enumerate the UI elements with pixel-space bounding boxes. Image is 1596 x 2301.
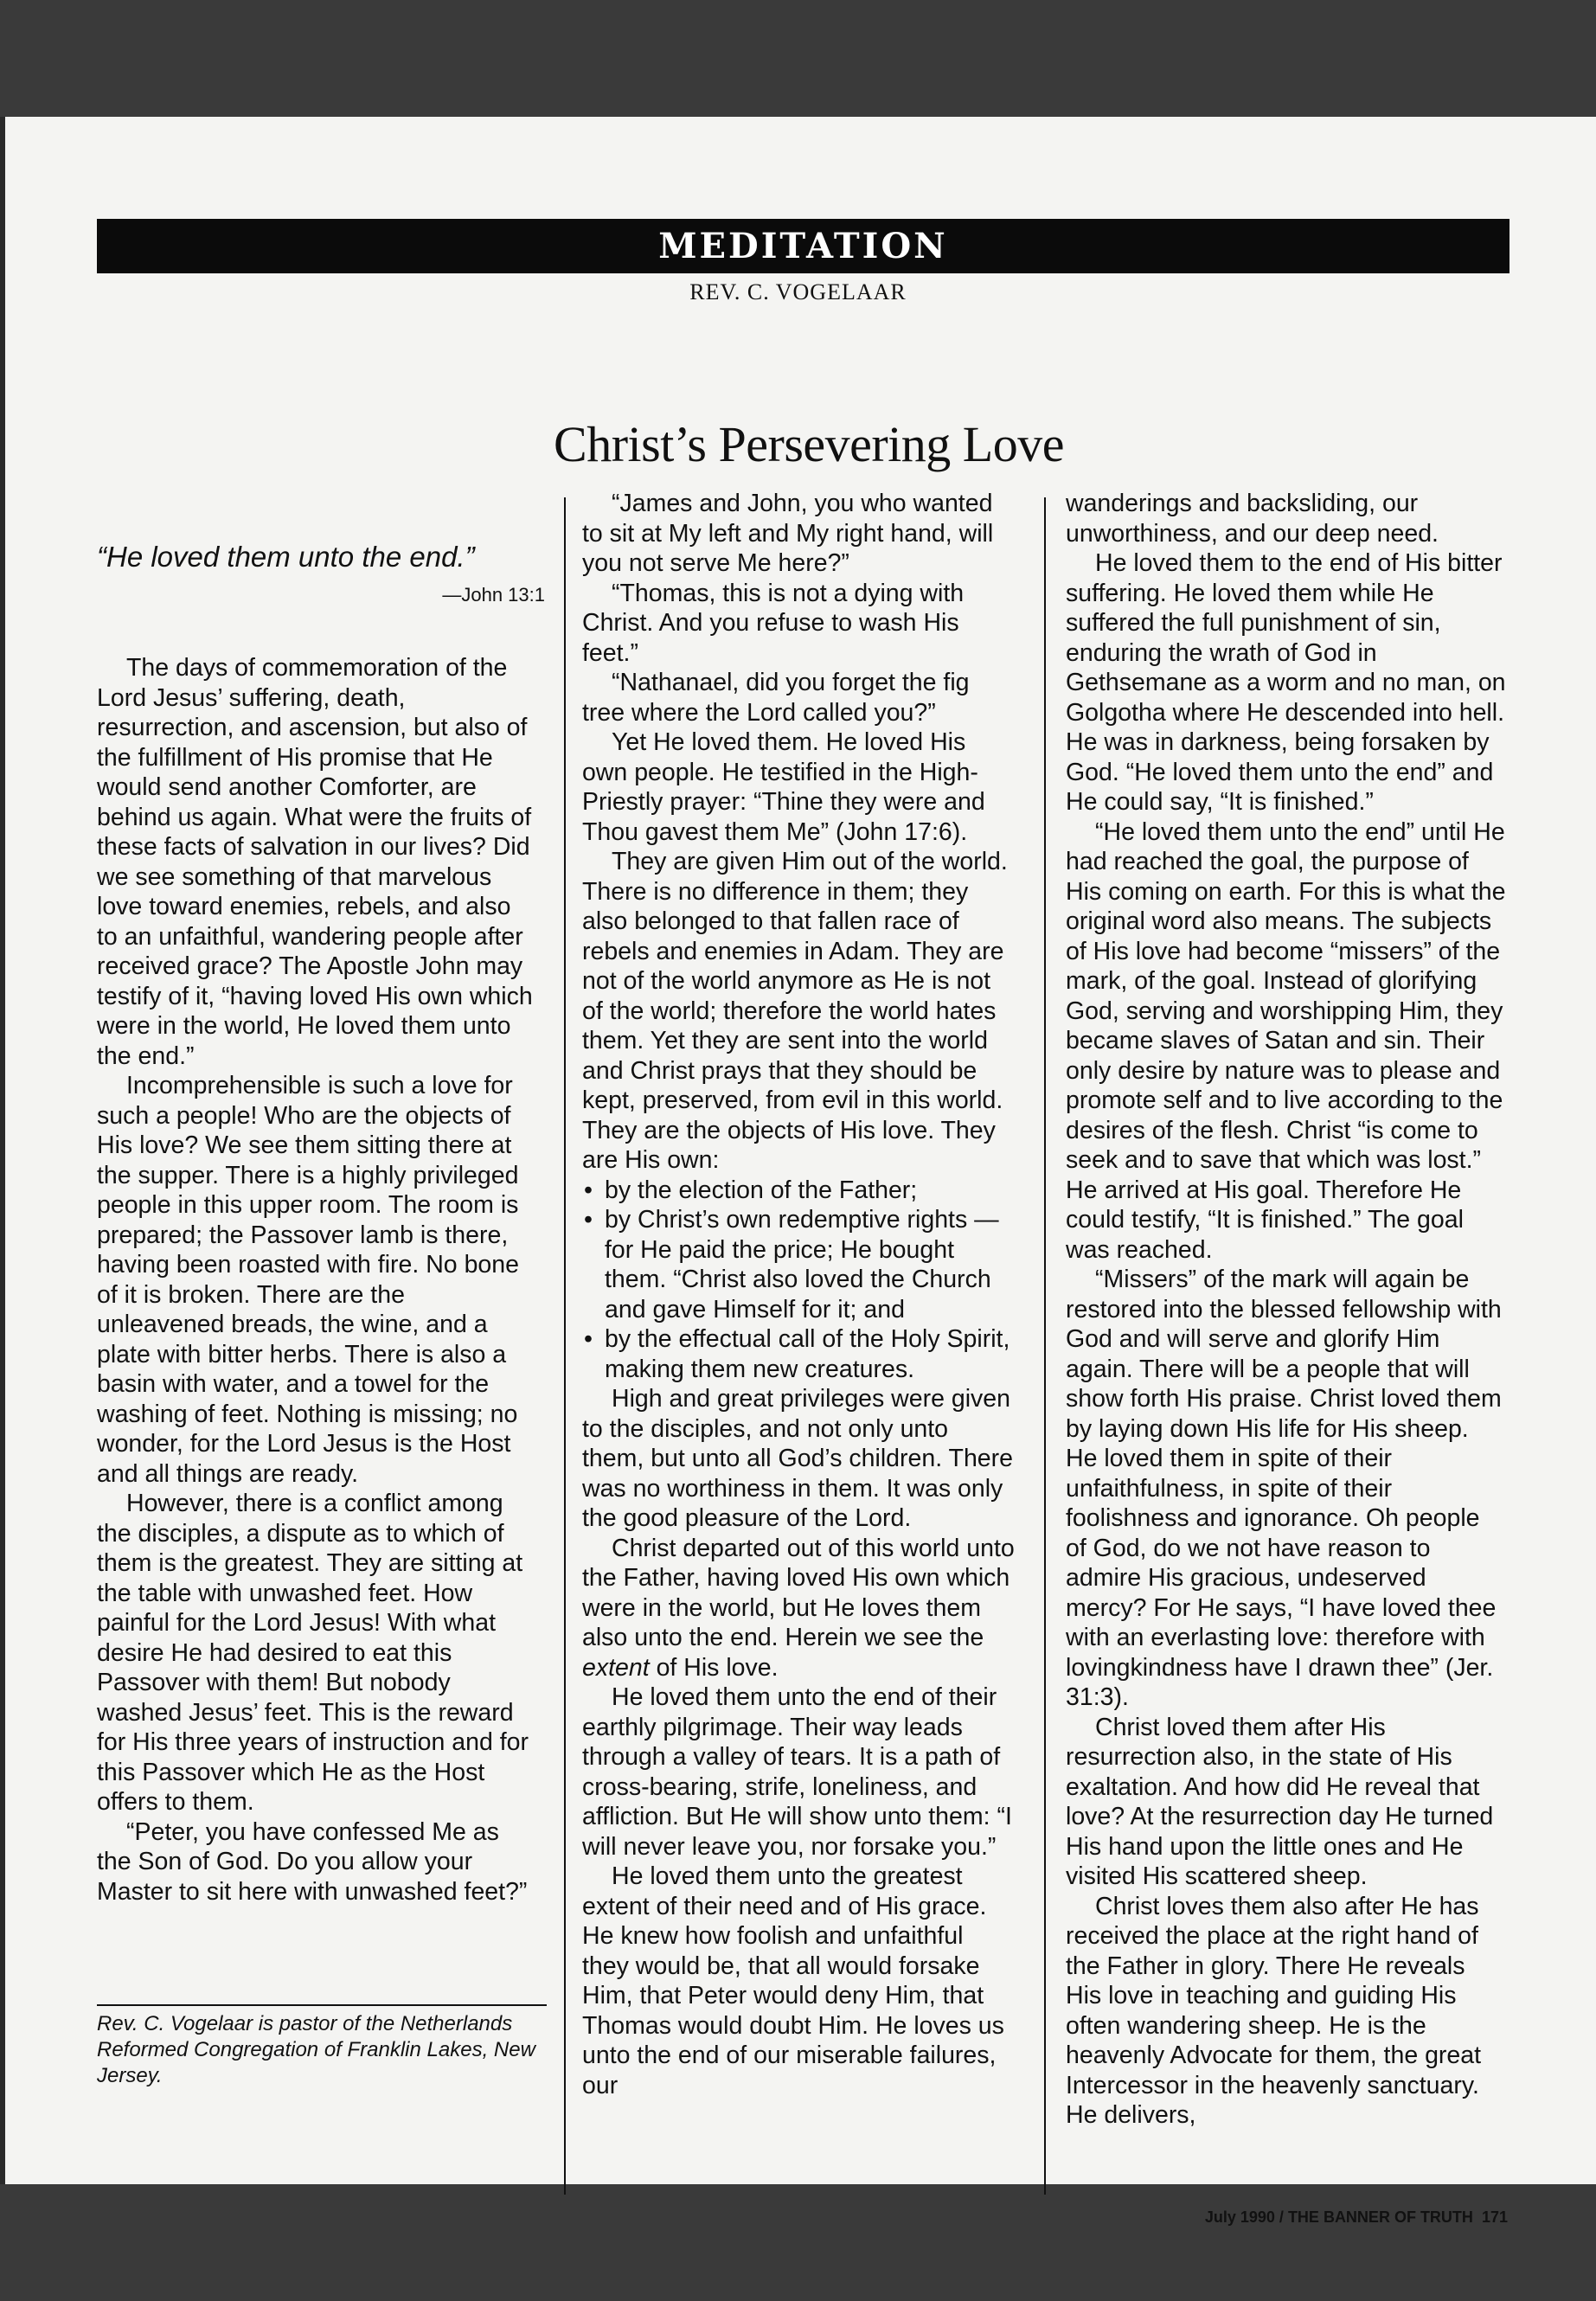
emphasis: extent (582, 1653, 650, 1682)
list-item: • by Christ’s own redemptive rights —for He paid the price; He bought them. “Christ also loved the Church and gave Himself for it; and (582, 1205, 1015, 1324)
paragraph: “James and John, you who wanted to sit at My left and My right hand, will you not serve Me here?” (582, 490, 994, 577)
page-number: 171 (1481, 2208, 1508, 2226)
column-2 (582, 489, 1015, 2100)
footer-date: July 1990 (1204, 2208, 1275, 2226)
paragraph: He loved them unto the end of their earthly pilgrimage. Their way leads through a valley of tears. It is a path of cross-bearing, strife, loneliness, and affliction. But He will show unto them: “I will never leave you, nor forsake you.” (582, 1683, 1012, 1861)
paragraph: Incomprehensible is such a love for such a people! Who are the objects of His love? We see them sitting there at the supper. There is a highly privileged people in this upper room. The room is prepared; the Passover lamb is there, having been roasted with fire. No bone of it is broken. There are the unleavened breads, the wine, and a plate with bitter herbs. There is also a basin with water, and a towel for the washing of feet. Nothing is missing; no wonder, for the Lord Jesus is the Host and all things are ready. (97, 1072, 519, 1488)
paragraph: “Thomas, this is not a dying with Christ. And you refuse to wash His feet.” (582, 579, 965, 667)
author-byline: Rev. C. Vogelaar is pastor of the Netherlands Reformed Congregation of Franklin Lakes, New Jersey. (97, 2012, 535, 2087)
section-banner (97, 219, 1509, 273)
paragraph: Yet He loved them. He loved His own people. He testified in the High-Priestly prayer: “Thine they were and Thou gavest them Me” (John 17:6). (582, 728, 985, 846)
column-divider (564, 497, 566, 2195)
column-3 (1066, 489, 1507, 2131)
section-title: MEDITATION (658, 226, 948, 266)
paragraph: He loved them unto the greatest extent of their need and of His grace. He knew how foolish and unfaithful they would be, that all would forsake Him, that Peter would deny Him, that Thomas would doubt Him. He loves us unto the end of our miserable failures, our (582, 1862, 1004, 2099)
paragraph: “Nathanael, did you forget the fig tree where the Lord called you?” (582, 669, 970, 727)
paragraph (582, 1534, 1015, 1683)
paragraph: wanderings and backsliding, our unworthiness, and our deep need. (1066, 490, 1439, 548)
paragraph: He loved them to the end of His bitter suffering. He loved them while He suffered the full punishment of sin, enduring the wrath of God in Gethsemane as a worm and no man, on Golgotha where He descended into hell. He was in darkness, being forsaken by God. “He loved them unto the end” and He could say, “It is finished.” (1066, 549, 1506, 816)
text-run: Christ departed out of this world unto the Father, having loved His own which were in the world, but He loves them also unto the end. Herein we see the (582, 1534, 1015, 1651)
byline-divider (97, 2004, 547, 2006)
paragraph: “Missers” of the mark will again be restored into the blessed fellowship with God and will serve and glorify Him again. There will be a people that will show forth His praise. Christ loved them by laying down His life for His sheep. He loved them in spite of their unfaithfulness, in spite of their foolishness and ignorance. Oh people of God, do we not have reason to admire His gracious, undeserved mercy? For He says, “I have loved thee with an everlasting love: therefore with lovingkindness have I drawn thee” (Jer. 31:3). (1066, 1266, 1502, 1711)
page (0, 117, 1596, 2226)
paragraph: Christ loves them also after He has received the place at the right hand of the Father in glory. There He reveals His love in teaching and guiding His often wandering sheep. He is the heavenly Advocate for them, the great Intercessor in the heavenly sanctuary. He delivers, (1066, 1892, 1482, 2129)
author-name: REV. C. VOGELAAR (689, 279, 907, 304)
column-divider (1044, 497, 1046, 2195)
paragraph: However, there is a conflict among the disciples, a dispute as to which of them is the greatest. They are sitting at the table with unwashed feet. How painful for the Lord Jesus! With what desire He had desired to eat this Passover with them! But nobody washed Jesus’ feet. This is the reward for His three years of instruction and for this Passover which He as the Host offers to them. (97, 1490, 529, 1816)
paragraph: Christ loved them after His resurrection also, in the state of His exaltation. And how did He reveal that love? At the resurrection day He turned His hand upon the little ones and He visited His scattered sheep. (1066, 1713, 1494, 1890)
article-title: Christ’s Persevering Love (554, 416, 1064, 472)
bullet-list (582, 1176, 1015, 1385)
paragraph: “Peter, you have confessed Me as the Son of God. Do you allow your Master to sit here with unwashed feet?” (97, 1817, 528, 1906)
paragraph: They are given Him out of the world. There is no difference in them; they also belonged to that fallen race of rebels and enemies in Adam. They are not of the world anymore as He is not of the world; therefore the world hates them. Yet they are sent into the world and Christ prays that they should be kept, preserved, from evil in this world. They are the objects of His love. They are His own: (582, 848, 1008, 1174)
paragraph: The days of commemoration of the Lord Jesus’ suffering, death, resurrection, and ascension, but also of the fulfillment of His promise that He would send another Comforter, are behind us again. What were the fruits of these facts of salvation in our lives? Did we see something of that marvelous love toward enemies, rebels, and also to an unfaithful, wandering people after received grace? The Apostle John may testify of it, “having loved His own which were in the world, He loved them unto the end.” (97, 654, 533, 1070)
footer-magazine: THE BANNER OF TRUTH (1287, 2208, 1473, 2226)
page-edge (0, 117, 5, 2184)
paragraph: High and great privileges were given to the disciples, and not only unto them, but unto all God’s children. There was no worthiness in them. It was only the good pleasure of the Lord. (582, 1385, 1013, 1532)
paragraph: “He loved them unto the end” until He had reached the goal, the purpose of His coming on earth. For this is what the original word also means. The subjects of His love had become “missers” of the mark, of the goal. Instead of glorifying God, serving and worshipping Him, they became slaves of Satan and sin. Their only desire by nature was to please and promote self and to live according to the desires of the flesh. Christ “is come to seek and to save that which was lost.” He arrived at His goal. Therefore He could testify, “It is finished.” The goal was reached. (1066, 817, 1506, 1264)
page-footer (1205, 2208, 1508, 2227)
footer-separator: / (1274, 2208, 1288, 2226)
column-1 (97, 653, 536, 1907)
epigraph-quote: “He loved them unto the end.” (97, 541, 475, 573)
epigraph-reference: —John 13:1 (442, 584, 545, 606)
list-item: • by the election of the Father; (582, 1176, 1015, 1206)
list-item: • by the effectual call of the Holy Spirit, making them new creatures. (582, 1324, 1015, 1384)
text-run: of His love. (656, 1653, 779, 1682)
